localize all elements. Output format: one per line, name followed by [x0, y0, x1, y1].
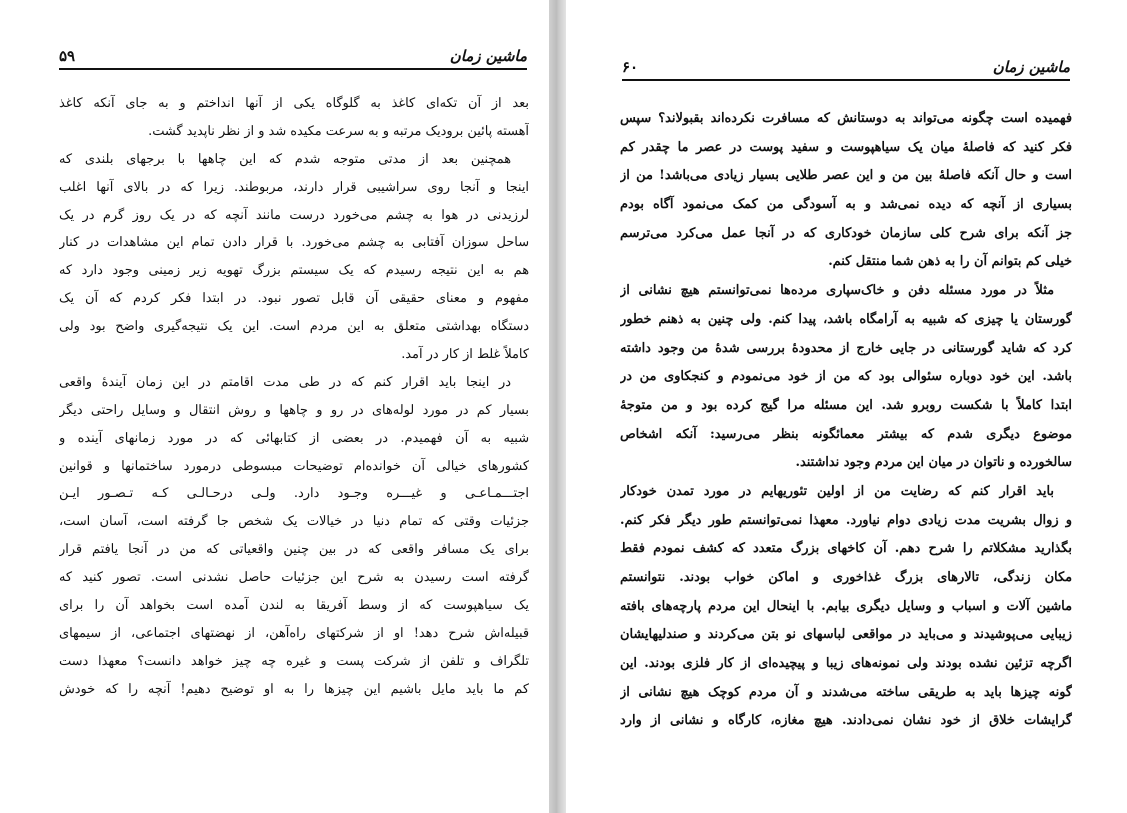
text-line: فکر کنید که فاصلهٔ میان یک سیاهپوست و سفید پوست در عصر ما چقدر کم — [620, 139, 1072, 155]
left-running-title: ماشین زمان — [449, 47, 527, 65]
text-line: قبیله‌اش شرح دهد! او از شرکتهای راه‌آهن، از نهضتهای اجتماعی، از سیمهای — [59, 625, 529, 641]
text-line: سالخورده و ناتوان در میان این مردم وجود نداشتند. — [795, 455, 1072, 471]
text-line: است و حال آنکه فاصلهٔ بین من و این عصر طلایی بسیار زیادی می‌باشد! من از — [620, 168, 1072, 184]
text-line: ابتدا کاملاً با شکست روبرو شد. این مسئله مرا گیج کرده بود و من متوجهٔ — [620, 397, 1072, 413]
left-page-header — [59, 44, 527, 70]
left-page — [0, 0, 549, 813]
text-line: برای یک مسافر واقعی که در بین چنین واقعیاتی که من در آنجا یافتم قرار — [59, 542, 529, 558]
text-line: ماشین آلات و اسباب و وسایل دیگری بیابم. با اینحال این مردم پارچه‌های بافته — [620, 598, 1072, 614]
text-line: زیبایی می‌پوشیدند و می‌باید در مواقعی لباسهای نو بتن می‌کردند و صندلیهایشان — [620, 627, 1072, 643]
text-line: گونه چیزها باید به طریقی ساخته می‌شدند و آن مردم کوچک هیچ نشانی از — [620, 684, 1072, 700]
text-line: بسیاری از آنچه که دیده نمی‌شد و به آسودگی من کمک می‌نمود آگاه بودم — [620, 197, 1072, 213]
right-page-header — [622, 55, 1070, 81]
text-line: اجتـــمـاعـی و غیـــره وجـود دارد. ولـی درحـالـی کـه تـصـور ایـن — [59, 486, 529, 502]
text-line: بگذارید مشکلاتم را شرح دهم. آن کاخهای بزرگ متعدد که کشف نمودم فقط — [620, 541, 1072, 557]
text-line: جز آنکه برای شرح کلی سازمان خودکاری که در آنجا عمل می‌کرد می‌ترسم — [620, 225, 1072, 241]
text-line: آهسته پائین برودیک مرتبه و به سرعت مکیده شد و از نظر ناپدید گشت. — [148, 123, 529, 139]
text-line: مکان زندگی، تالارهای بزرگ غذاخوری و اماکن خواب بودند. نتوانستم — [620, 570, 1072, 585]
book-gutter — [549, 0, 566, 813]
text-line: شبیه به آن فهمیدم. در بعضی از کتابهائی که در مورد زمانهای آینده و — [59, 430, 529, 446]
text-line: دستگاه بهداشتی متعلق به این مردم است. این یک نتیجه‌گیری واضح بود ولی — [59, 319, 529, 335]
text-line: اگرچه تزئین نشده بودند ولی نمونه‌های زیبا و پیچیده‌ای از کار فلزی بودند. این — [620, 656, 1072, 672]
text-line: در اینجا باید اقرار کنم که در طی مدت اقامتم در این زمان آیندهٔ واقعی — [59, 374, 511, 390]
text-line: کاملاً غلط از کار در آمد. — [401, 347, 529, 363]
right-page — [566, 0, 1127, 813]
right-running-title: ماشین زمان — [992, 58, 1070, 76]
text-line: یک سیاهپوست که از وسط آفریقا به لندن آمده است بخواهد آن را برای — [59, 598, 529, 614]
text-line: کم ما باید مایل باشیم این چیزها را به او توضیح دهیم! آنچه را که خودش — [59, 681, 529, 697]
text-line: گرفته است رسیدن به شرح این جزئیات حاصل نشدنی است. تصور کنید که — [59, 570, 529, 586]
text-line: کشورهای خیالی آن خوانده‌ام توضیحات مبسوطی درمورد ساختمانها و قوانین — [59, 458, 529, 474]
text-line: بسیار کم در مورد لوله‌های در رو و چاهها و روش انتقال و وسایل راحتی دیگر — [59, 402, 529, 418]
right-page-number: ۶۰ — [622, 58, 639, 76]
left-page-text — [59, 90, 529, 704]
text-line: کرد که شاید گورستانی در جایی خارج از محدودهٔ بررسی شدهٔ من وجود داشته — [620, 340, 1072, 356]
text-line: خیلی کم بتوانم آن را به ذهن شما منتقل کنم. — [828, 254, 1072, 270]
left-page-number: ۵۹ — [59, 47, 76, 65]
text-line: فهمیده است چگونه می‌تواند به دوستانش که مسافرت نکرده‌اند بقبولاند؟ سپس — [620, 111, 1072, 126]
text-line: گورستان یا چیزی که شبیه به آرامگاه باشد، پیدا کنم. ولی چنین به ذهنم خطور — [620, 311, 1072, 327]
text-line: موضوع دیگری شدم که بیشتر معمائگونه بنظر می‌رسید: آنکه اشخاص — [620, 426, 1072, 442]
text-line: مفهوم و معنای حقیقی آن قابل تصور نبود. در ابتدا فکر کردم که آن یک — [59, 291, 529, 307]
text-line: گرایشات خلاق از خود نشان نمی‌دادند. هیچ مغازه، کارگاه و نشانی از وارد — [620, 713, 1072, 729]
text-line: ساحل سوزان آفتابی به چشم می‌خورد. با قرار دادن تمام این مشاهدات در کنار — [59, 235, 529, 251]
right-page-text — [620, 105, 1072, 736]
text-line: همچنین بعد از مدتی متوجه شدم که این چاهها با برجهای بلندی که — [59, 151, 511, 167]
text-line: باید اقرار کنم که رضایت من از اولین تئوریهایم در مورد تمدن خودکار — [620, 483, 1054, 499]
text-line: بعد از آن تکه‌ای کاغذ به گلوگاه یکی از آنها انداختم و به جای آنکه کاغذ — [59, 96, 529, 111]
text-line: و زوال بشریت مدت زیادی دوام نیاورد. معهذا نمی‌توانستم طور دیگر فکر کنم. — [620, 512, 1072, 528]
text-line: جزئیات وقتی که تمام دنیا در خیالات یک شخص جا گرفته است، آسان است، — [59, 514, 529, 530]
text-line: تلگراف و تلفن از شرکت پست و غیره چه چیز خواهد دانست؟ معهذا دست — [59, 653, 529, 669]
text-line: لرزیدنی در هوا به چشم می‌خورد درست مانند آنچه که در یک روز گرم در یک — [59, 207, 529, 223]
text-line: باشد. این خود دوباره سئوالی بود که من از خود می‌نمودم و کنجکاوی من در — [620, 369, 1072, 385]
text-line: اینجا و آنجا روی سراشیبی قرار دارند، مربوطند. زیرا که در بالای آنها اغلب — [59, 179, 529, 195]
text-line: مثلاً در مورد مسئله دفن و خاک‌سپاری مرده‌ها نمی‌توانستم هیچ نشانی از — [620, 283, 1054, 299]
text-line: هم به این نتیجه رسیدم که یک سیستم بزرگ تهویه زیر زمینی وجود دارد که — [59, 263, 529, 279]
